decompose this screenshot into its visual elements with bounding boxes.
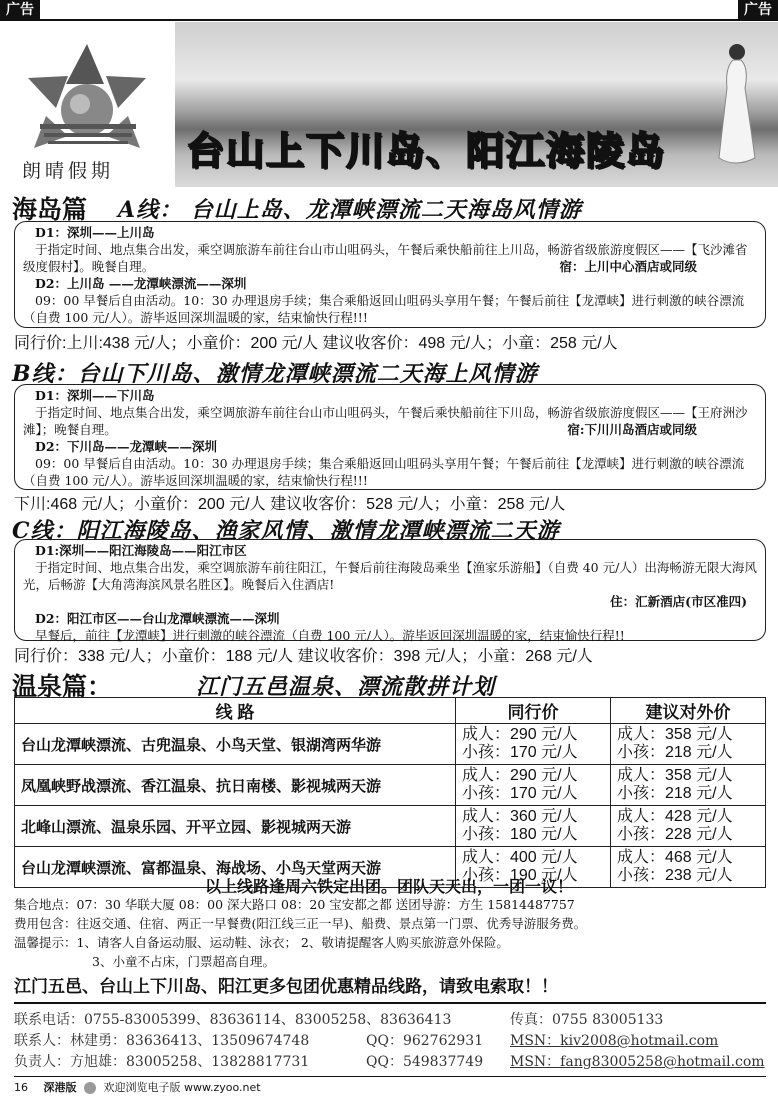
suggested-adult: 成人：428 元/人 <box>617 808 733 825</box>
route-c-price: 同行价：338 元/人；小童价：188 元/人 建议收客价：398 元/人；小童：268 元/人 <box>14 648 593 665</box>
route-cell: 台山龙潭峡漂流、富都温泉、海战场、小鸟天堂两天游 <box>15 847 456 888</box>
table-header-row <box>15 698 766 724</box>
tips-line-2: 3、小童不占床，门票超高自理。 <box>92 954 275 969</box>
footer-text[interactable]: 欢迎浏览电子版 www.zyoo.net <box>103 1081 261 1094</box>
peer-price-cell <box>456 765 611 806</box>
peer-price-cell <box>456 806 611 847</box>
suggested-price-cell <box>611 806 766 847</box>
notes <box>14 895 586 971</box>
peer-price-cell <box>456 724 611 765</box>
suggested-price-cell <box>611 765 766 806</box>
suggested-child: 小孩：238 元/人 <box>617 867 733 884</box>
route-c-d2-title: D2：阳江市区——台山龙潭峡漂流——深圳 <box>35 611 280 626</box>
hot-spring-title: 江门五邑温泉、漂流散拼计划 <box>196 674 496 700</box>
route-a-itinerary <box>14 221 766 328</box>
contact-msn-2[interactable]: MSN：fang83005258@hotmail.com <box>510 1054 765 1070</box>
route-c-title: C线：阳江海陵岛、渔家风情、激情龙潭峡漂流二天游 <box>12 518 560 544</box>
contact-info <box>14 1010 766 1073</box>
route-cell: 凤凰峡野战漂流、香江温泉、抗日南楼、影视城两天游 <box>15 765 456 806</box>
woman-figure-icon <box>705 38 765 178</box>
edition-label: 深港版 <box>43 1081 77 1094</box>
edition-badge-icon <box>84 1082 96 1094</box>
divider <box>14 1002 766 1004</box>
peer-adult: 成人：400 元/人 <box>462 849 578 866</box>
tips-line-1: 温馨提示：1、请客人自备运动服、运动鞋、泳衣； 2、敬请提醒客人购买旅游意外保险。 <box>14 935 509 950</box>
route-a-d1-title: D1：深圳——上川岛 <box>35 225 155 240</box>
route-a-d1-stay: 宿：上川中心酒店或同级 <box>559 259 697 274</box>
route-c-d1-title: D1:深圳——阳江海陵岛——阳江市区 <box>35 543 247 558</box>
banner <box>0 22 778 187</box>
route-a-d2-title: D2：上川岛 ——龙潭峡漂流——深圳 <box>35 276 247 291</box>
suggested-price-cell <box>611 724 766 765</box>
peer-adult: 成人：290 元/人 <box>462 726 578 743</box>
route-cell: 北峰山漂流、温泉乐园、开平立园、影视城两天游 <box>15 806 456 847</box>
contact-msn-1[interactable]: MSN：kiv2008@hotmail.com <box>510 1033 719 1049</box>
section-heading-island: 海岛篇 <box>12 195 88 224</box>
header-suggested-price: 建议对外价 <box>611 698 766 724</box>
route-b-d2-text: 09：00 早餐后自由活动。10：30 办理退房手续；集合乘船返回山咀码头享用午餐；午餐后前往【龙潭峡】进行刺激的峡谷漂流（自费 100 元/人）。游毕返回深圳温暖的家，结束愉快行程!!! <box>23 456 745 488</box>
route-a-d1-text: 于指定时间、地点集合出发，乘空调旅游车前往台山市山咀码头，午餐后乘快船前往上川岛，畅游省级旅游度假区——【飞沙滩省级度假村】。晚餐自理。 <box>23 242 748 274</box>
route-b-d1-stay: 宿:下川川岛酒店或同级 <box>567 422 697 437</box>
contact-manager: 负责人：方旭雄：83005258、13828817731 <box>14 1054 310 1070</box>
route-b-title: B线：台山下川岛、激情龙潭峡漂流二天海上风情游 <box>12 361 538 387</box>
ad-tag-left: 广告 <box>0 0 40 20</box>
route-b-d1-title: D1：深圳——下川岛 <box>35 388 155 403</box>
footer-divider <box>14 1076 766 1077</box>
route-c-d1-text: 于指定时间、地点集合出发，乘空调旅游车前往阳江，午餐后前往海陵岛乘坐【渔家乐游船】（自费 40 元/人）出海畅游无限大海风光，后畅游【大角湾海滨风景名胜区】。晚餐后入住酒店! <box>23 560 757 592</box>
route-b-d1-text: 于指定时间、地点集合出发，乘空调旅游车前往台山市山咀码头，午餐后乘快船前往下川岛，畅游省级旅游度假区——【王府洲沙滩】；晚餐自理。 <box>23 405 748 437</box>
contact-qq-2: QQ：549837749 <box>366 1054 484 1070</box>
contact-person: 联系人：林建勇：83636413、13509674748 <box>14 1033 310 1049</box>
contact-fax: 传真：0755 83005133 <box>510 1012 664 1028</box>
ad-tag-right: 广告 <box>738 0 778 20</box>
peer-child: 小孩：170 元/人 <box>462 785 578 802</box>
peer-child: 小孩：190 元/人 <box>462 867 578 884</box>
route-c-itinerary <box>14 539 766 641</box>
suggested-child: 小孩：218 元/人 <box>617 785 733 802</box>
departure-slogan: 以上线路逢周六铁定出团。团队天天出，一团一议！ <box>204 879 573 896</box>
suggested-child: 小孩：228 元/人 <box>617 826 733 843</box>
table-row <box>15 806 766 847</box>
hot-spring-price-table <box>14 697 766 888</box>
route-c-d2-text: 早餐后，前往【龙潭峡】进行刺激的峡谷漂流（自费 100 元/人）。游毕返回深圳温暖的家，结束愉快行程!! <box>35 628 625 643</box>
route-b-price: 下川:468 元/人；小童价：200 元/人 建议收客价：528 元/人；小童：258 元/人 <box>14 496 566 513</box>
table-row <box>15 724 766 765</box>
route-c-d1-stay: 住：汇新酒店(市区准四) <box>610 594 747 609</box>
section-heading-hot-spring: 温泉篇： <box>12 672 113 701</box>
logo-text: 朗晴假期 <box>22 160 115 182</box>
route-b-d2-title: D2：下川岛——龙潭峡——深圳 <box>35 439 218 454</box>
contact-qq-1: QQ：962762931 <box>366 1033 484 1049</box>
peer-child: 小孩：170 元/人 <box>462 744 578 761</box>
suggested-adult: 成人：358 元/人 <box>617 767 733 784</box>
table-row <box>15 765 766 806</box>
header-route: 线 路 <box>15 698 456 724</box>
header-peer-price: 同行价 <box>456 698 611 724</box>
peer-adult: 成人：290 元/人 <box>462 767 578 784</box>
suggested-child: 小孩：218 元/人 <box>617 744 733 761</box>
meeting-points: 集合地点：07：30 华联大厦 08：00 深大路口 08：20 宝安都之都 送团导游：方生 15814487757 <box>14 897 575 912</box>
peer-adult: 成人：360 元/人 <box>462 808 578 825</box>
footer <box>14 1079 261 1095</box>
page-number: 16 <box>14 1081 28 1094</box>
route-a-d2-text: 09：00 早餐后自由活动。10：30 办理退房手续；集合乘船返回山咀码头享用午餐；午餐后前往【龙潭峡】进行刺激的峡谷漂流（自费 100 元/人）。游毕返回深圳温暖的家，结束愉快行程!!! <box>23 293 745 325</box>
route-a-price: 同行价:上川:438 元/人；小童价：200 元/人 建议收客价：498 元/人；小童：258 元/人 <box>14 335 618 352</box>
suggested-adult: 成人：358 元/人 <box>617 726 733 743</box>
route-b-itinerary <box>14 384 766 490</box>
top-rule <box>0 19 778 21</box>
fee-includes: 费用包含：往返交通、住宿、两正一早餐费(阳江线三正一早)、船费、景点第一门票、优秀导游服务费。 <box>14 916 587 931</box>
route-a-title: A线： 台山上岛、龙潭峡漂流二天海岛风情游 <box>118 197 582 223</box>
peer-child: 小孩：180 元/人 <box>462 826 578 843</box>
more-routes-notice: 江门五邑、台山上下川岛、阳江更多包团优惠精品线路，请致电索取！！ <box>14 977 558 996</box>
contact-tel: 联系电话：0755-83005399、83636114、83005258、83636413 <box>14 1012 452 1028</box>
banner-title: 台山上下川岛、阳江海陵岛 <box>186 129 667 173</box>
suggested-adult: 成人：468 元/人 <box>617 849 733 866</box>
route-cell: 台山龙潭峡漂流、古兜温泉、小鸟天堂、银湖湾两华游 <box>15 724 456 765</box>
